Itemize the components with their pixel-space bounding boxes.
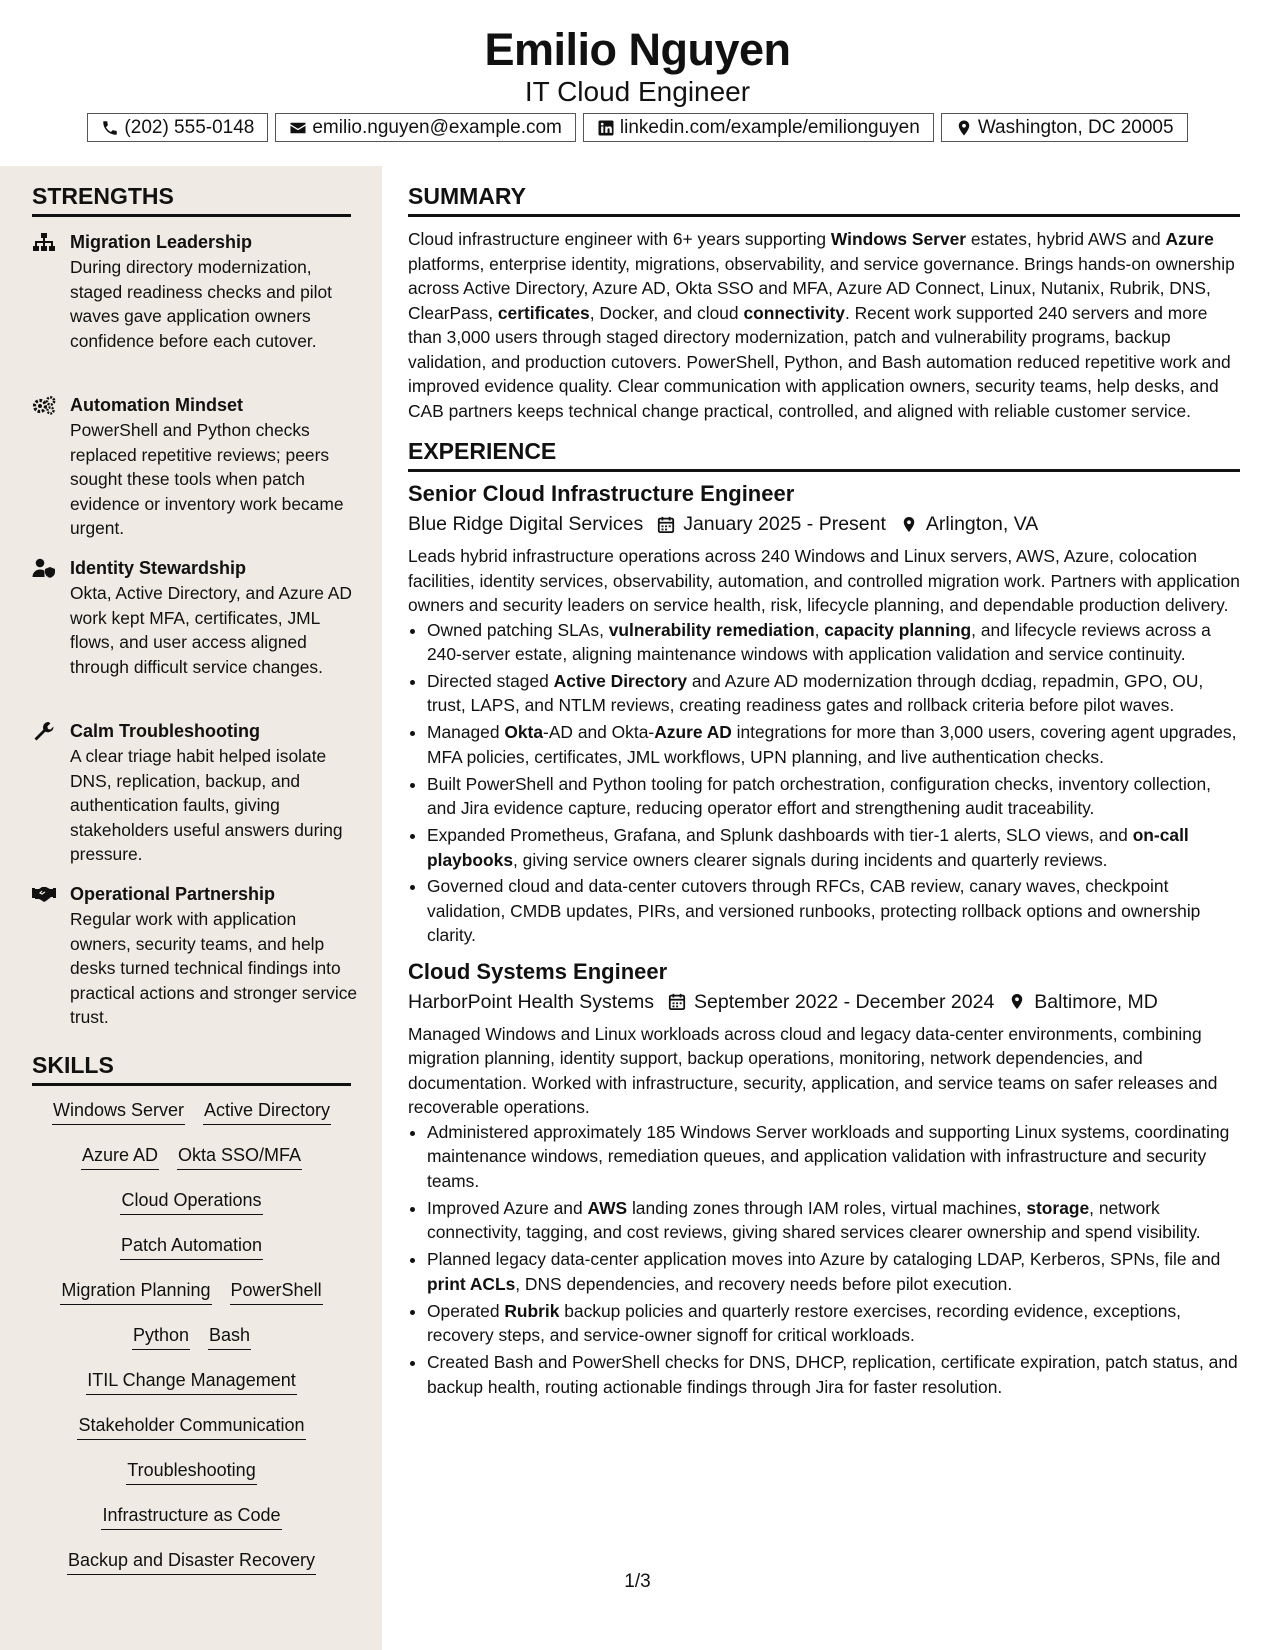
job-bullet: • Built PowerShell and Python tooling for patch orchestration, configuration checks, inventory collection, and Jira evidence capture, reducing operator effort and strengthening audit traceability. <box>427 772 1240 821</box>
candidate-name: Emilio Nguyen <box>484 24 791 75</box>
strength-description: During directory modernization, staged readiness checks and pilot waves gave application owners confidence before each cutover. <box>70 257 332 351</box>
skill-row <box>32 1323 351 1368</box>
skills-list <box>32 1098 351 1593</box>
page-number: 1/3 <box>624 1571 651 1592</box>
skill-tag: ITIL Change Management <box>86 1368 296 1395</box>
skill-tag: Backup and Disaster Recovery <box>67 1548 316 1575</box>
job-role: Cloud Systems Engineer <box>408 958 668 984</box>
job-bullets <box>408 1120 1240 1399</box>
job-bullet: • Governed cloud and data-center cutovers through RFCs, CAB review, canary waves, checkpoint validation, CMDB updates, PIRs, and versioned runbooks, protecting rollback options and ownership clarity. <box>427 874 1240 948</box>
strength-description: PowerShell and Python checks replaced repetitive reviews; peers sought these tools when patch evidence or inventory work became urgent. <box>70 420 344 538</box>
strength-title: Operational Partnership <box>70 884 276 904</box>
skill-tag: Windows Server <box>52 1098 185 1125</box>
user-shield-icon <box>32 558 56 578</box>
contact-location: Washington, DC 20005 <box>941 113 1188 142</box>
gears-icon <box>32 395 56 415</box>
skill-tag: PowerShell <box>230 1278 323 1305</box>
wrench-icon <box>32 721 56 741</box>
sitemap-icon <box>32 232 56 252</box>
job-bullet: • Managed Okta-AD and Okta-Azure AD integrations for more than 3,000 users, covering agent upgrades, MFA policies, certificates, JML workflows, UPN planning, and live authentication checks. <box>427 720 1240 769</box>
strength-title: Migration Leadership <box>70 232 253 252</box>
job-description: Managed Windows and Linux workloads across cloud and legacy data-center environments, combining migration planning, identity support, backup operations, monitoring, network dependencies, and documentation. Worked with infrastructure, security, application, and service teams on safer releases and recoverable operations. <box>408 1023 1218 1118</box>
strength-title: Identity Stewardship <box>70 558 247 578</box>
phone-icon <box>101 119 119 137</box>
skill-row <box>32 1143 351 1188</box>
location-pin-icon <box>955 119 973 137</box>
skill-tag: Stakeholder Communication <box>77 1413 305 1440</box>
job-entry <box>408 958 1240 1399</box>
skill-tag: Migration Planning <box>60 1278 211 1305</box>
summary-text: Cloud infrastructure engineer with 6+ years supporting Windows Server estates, hybrid AWS and Azure platforms, enterprise identity, migrations, observability, and service governance. Brings hands-on ownership across Active Directory, Azure AD, Okta SSO and MFA, Azure AD Connect, Linux, Nutanix, Rubrik, DNS, ClearPass, certificates, Docker, and cloud connectivity. Recent work supported 240 servers and more than 3,000 users through staged directory modernization, patch and vulnerability programs, backup validation, and production cutovers. PowerShell, Python, and Bash automation reduced repetitive work and improved evidence quality. Clear communication with application owners, security teams, help desks, and CAB partners keeps technical change practical, controlled, and aligned with reliable customer service. <box>408 229 1235 421</box>
job-company: Blue Ridge Digital Services <box>408 513 644 535</box>
job-bullet: • Improved Azure and AWS landing zones through IAM roles, virtual machines, storage, network connectivity, tagging, and cost reviews, giving shared services clearer ownership and spend visibility. <box>427 1196 1240 1245</box>
job-dates: September 2022 - December 2024 <box>694 990 995 1013</box>
skill-tag: Active Directory <box>203 1098 331 1125</box>
job-bullet: • Operated Rubrik backup policies and quarterly restore exercises, recording evidence, exceptions, recovery steps, and service-owner signoff for critical workloads. <box>427 1299 1240 1348</box>
job-bullet: • Directed staged Active Directory and Azure AD modernization through dcdiag, repadmin, GPO, OU, trust, LAPS, and NTLM reviews, creating readiness gates and rollback criteria before pilot waves. <box>427 669 1240 718</box>
job-bullet: • Expanded Prometheus, Grafana, and Splunk dashboards with tier-1 alerts, SLO views, and on-call playbooks, giving service owners clearer signals during incidents and quarterly reviews. <box>427 823 1240 872</box>
skill-row <box>32 1278 351 1323</box>
job-bullets <box>408 618 1240 948</box>
skill-tag: Azure AD <box>81 1143 159 1170</box>
skill-tag: Okta SSO/MFA <box>177 1143 302 1170</box>
job-dates: January 2025 - Present <box>683 513 886 535</box>
job-meta <box>408 510 1240 538</box>
skill-row <box>32 1368 351 1413</box>
skill-row <box>32 1233 351 1278</box>
location-pin-icon <box>1008 992 1026 1011</box>
strength-description: Okta, Active Directory, and Azure AD work kept MFA, certificates, JML flows, and user access aligned through difficult service changes. <box>70 583 352 677</box>
job-bullet: • Planned legacy data-center application moves into Azure by cataloging LDAP, Kerberos, SPNs, file and print ACLs, DNS dependencies, and recovery needs before pilot execution. <box>427 1247 1240 1296</box>
skill-tag: Infrastructure as Code <box>101 1503 281 1530</box>
strength-description: A clear triage habit helped isolate DNS, replication, backup, and authentication faults, giving stakeholders useful answers during pressure. <box>70 746 343 864</box>
skill-tag: Cloud Operations <box>120 1188 262 1215</box>
skills-heading: SKILLS <box>32 1051 351 1086</box>
calendar-icon <box>668 992 686 1011</box>
skill-tag: Troubleshooting <box>126 1458 256 1485</box>
experience-heading: EXPERIENCE <box>408 437 1240 472</box>
strength-title: Calm Troubleshooting <box>70 721 261 741</box>
strength-description: Regular work with application owners, security teams, and help desks turned technical findings into practical actions and stronger service trust. <box>70 909 358 1027</box>
candidate-title: IT Cloud Engineer <box>524 76 751 107</box>
handshake-icon <box>32 884 56 904</box>
skill-tag: Python <box>132 1323 190 1350</box>
job-meta <box>408 988 1240 1016</box>
job-role: Senior Cloud Infrastructure Engineer <box>408 481 795 506</box>
skill-row <box>32 1458 351 1503</box>
skill-row <box>32 1503 351 1548</box>
skills-section <box>32 1051 351 1086</box>
summary-heading: SUMMARY <box>408 182 1240 217</box>
job-bullet: • Owned patching SLAs, vulnerability remediation, capacity planning, and lifecycle reviews across a 240-server estate, aligning maintenance windows with application validation and service continuity. <box>427 618 1240 667</box>
skill-row <box>32 1098 351 1143</box>
linkedin-icon <box>597 119 615 137</box>
job-location: Baltimore, MD <box>1034 990 1158 1013</box>
contact-bar <box>0 113 1275 142</box>
contact-linkedin[interactable]: linkedin.com/example/emilionguyen <box>583 113 934 142</box>
job-bullet: • Administered approximately 185 Windows Server workloads and supporting Linux systems, coordinating maintenance windows, remediation queues, and application validation with infrastructure and security teams. <box>427 1120 1240 1194</box>
skill-row <box>32 1188 351 1233</box>
contact-email[interactable]: emilio.nguyen@example.com <box>275 113 576 142</box>
job-location: Arlington, VA <box>925 513 1039 535</box>
strength-title: Automation Mindset <box>70 395 243 415</box>
strengths-section <box>32 182 351 217</box>
skill-tag: Bash <box>208 1323 251 1350</box>
job-entry <box>408 480 1240 948</box>
skill-row <box>32 1413 351 1458</box>
contact-phone[interactable]: (202) 555-0148 <box>87 113 268 142</box>
location-pin-icon <box>900 515 918 534</box>
job-description: Leads hybrid infrastructure operations across 240 Windows and Linux servers, AWS, Azure, colocation facilities, identity services, observability, automation, and controlled migration work. Partners with application owners and security leaders on service health, risk, lifecycle planning, and dependable production delivery. <box>408 546 1240 615</box>
calendar-icon <box>657 515 675 534</box>
job-company: HarborPoint Health Systems <box>408 990 655 1013</box>
strengths-heading: STRENGTHS <box>32 182 351 217</box>
main-content <box>408 182 1240 1401</box>
job-bullet: • Created Bash and PowerShell checks for DNS, DHCP, replication, certificate expiration, patch status, and backup health, routing actionable findings through Jira for faster resolution. <box>427 1350 1240 1399</box>
envelope-icon <box>289 119 307 137</box>
skill-tag: Patch Automation <box>120 1233 263 1260</box>
